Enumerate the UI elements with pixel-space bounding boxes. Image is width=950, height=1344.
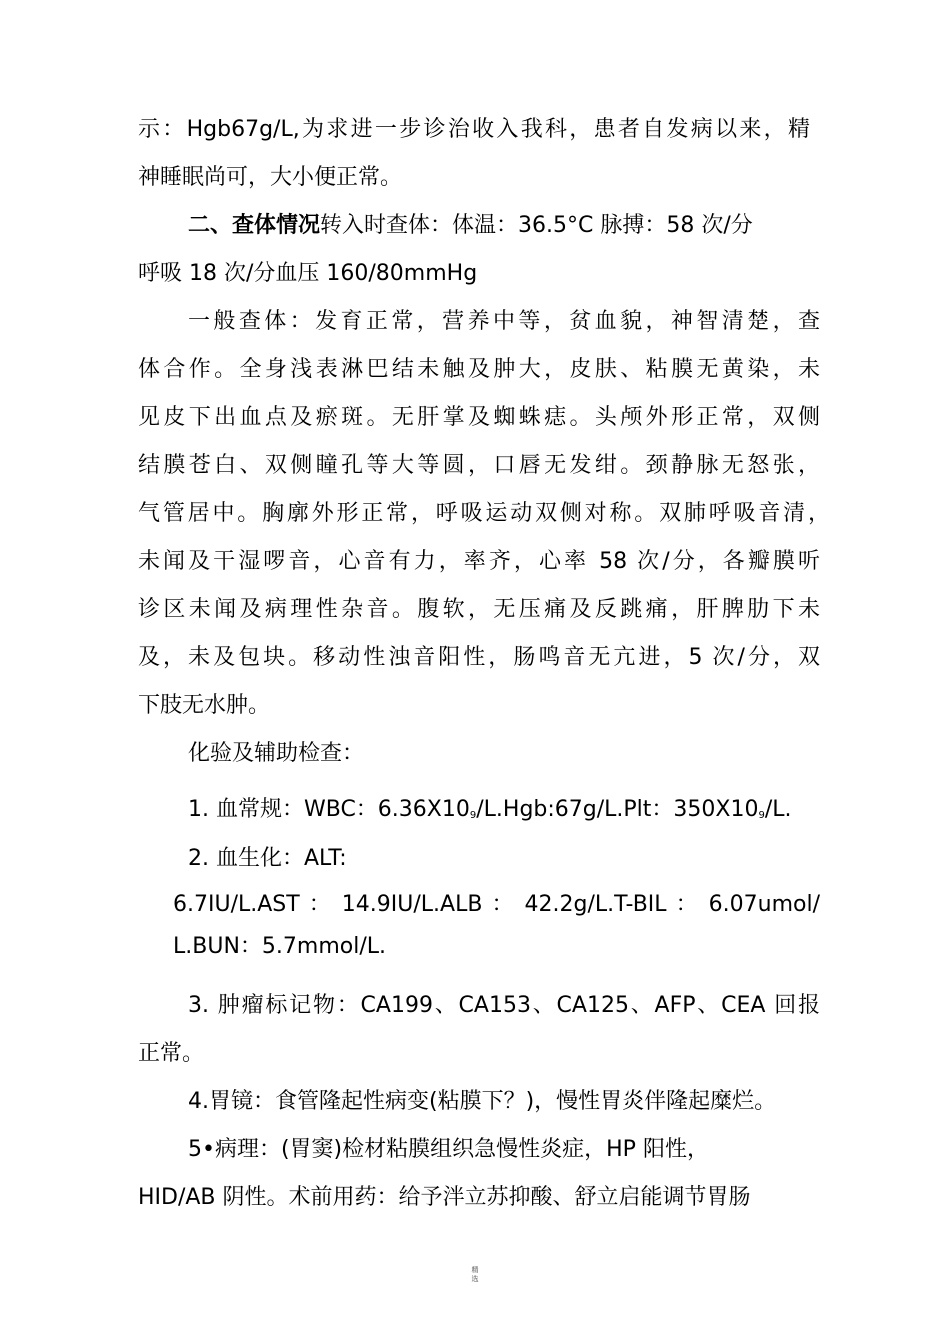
lab-item-blood-routine: 1. 血常规：WBC：6.36X109/L.Hgb:67g/L.Plt：350X109/L.	[188, 797, 792, 822]
lab-item-tumor-markers: 3. 肿瘤标记物：CA199、CA153、CA125、AFP、CEA 回报	[188, 993, 820, 1018]
general-exam-line: 及，未及包块。移动性浊音阳性，肠鸣音无亢进，5 次/分，双	[138, 645, 820, 670]
general-exam-line: 结膜苍白、双侧瞳孔等大等圆，口唇无发绀。颈静脉无怒张，	[138, 453, 820, 478]
section-heading: 二、查体情况	[188, 213, 321, 238]
lab-item-pathology: 5•病理：(胃窦)检材粘膜组织急慢性炎症，HP 阳性，	[188, 1137, 709, 1162]
lab-item-biochem-line: 6.7IU/L.AST ： 14.9IU/L.ALB ： 42.2g/L.T-BIL ： 6.07umol/	[173, 892, 820, 917]
lab-item-biochem: 2. 血生化：ALT:	[188, 846, 347, 871]
general-exam-line: 下肢无水肿。	[138, 693, 271, 718]
page-footer: 精 选	[471, 1266, 479, 1283]
lab-item-tumor-markers: 正常。	[138, 1041, 205, 1066]
lab-item-pathology: HID/AB 阴性。术前用药：给予泮立苏抑酸、舒立启能调节胃肠	[138, 1185, 751, 1210]
exponent: 9	[758, 810, 765, 821]
exponent: 9	[469, 810, 477, 821]
general-exam-line: 未闻及干湿啰音，心音有力，率齐，心率 58 次/分，各瓣膜听	[138, 549, 820, 574]
exam-line	[188, 211, 753, 241]
paragraph-line: 神睡眠尚可，大小便正常。	[138, 165, 403, 190]
general-exam-line: 一般查体：发育正常，营养中等，贫血貌，神智清楚，查	[188, 309, 820, 334]
paragraph-line: 示：Hgb67g/L,为求进一步诊治收入我科，患者自发病以来，精	[138, 117, 810, 142]
general-exam-line: 见皮下出血点及瘀斑。无肝掌及蜘蛛痣。头颅外形正常，双侧	[138, 405, 820, 430]
exam-vitals: 转入时查体：体温：36.5°C 脉搏：58 次/分	[320, 213, 753, 238]
lab-item-gastroscopy: 4.胃镜：食管隆起性病变(粘膜下？)，慢性胃炎伴隆起糜烂。	[188, 1089, 777, 1114]
lab-item-biochem-line: L.BUN：5.7mmol/L.	[173, 934, 386, 959]
general-exam-line: 体合作。全身浅表淋巴结未触及肿大，皮肤、粘膜无黄染，未	[138, 357, 820, 382]
labs-title: 化验及辅助检查：	[188, 741, 365, 766]
general-exam-line: 气管居中。胸廓外形正常，呼吸运动双侧对称。双肺呼吸音清，	[138, 501, 830, 526]
exam-line: 呼吸 18 次/分血压 160/80mmHg	[138, 261, 478, 286]
general-exam-line: 诊区未闻及病理性杂音。腹软，无压痛及反跳痛，肝脾肋下未	[138, 597, 820, 622]
